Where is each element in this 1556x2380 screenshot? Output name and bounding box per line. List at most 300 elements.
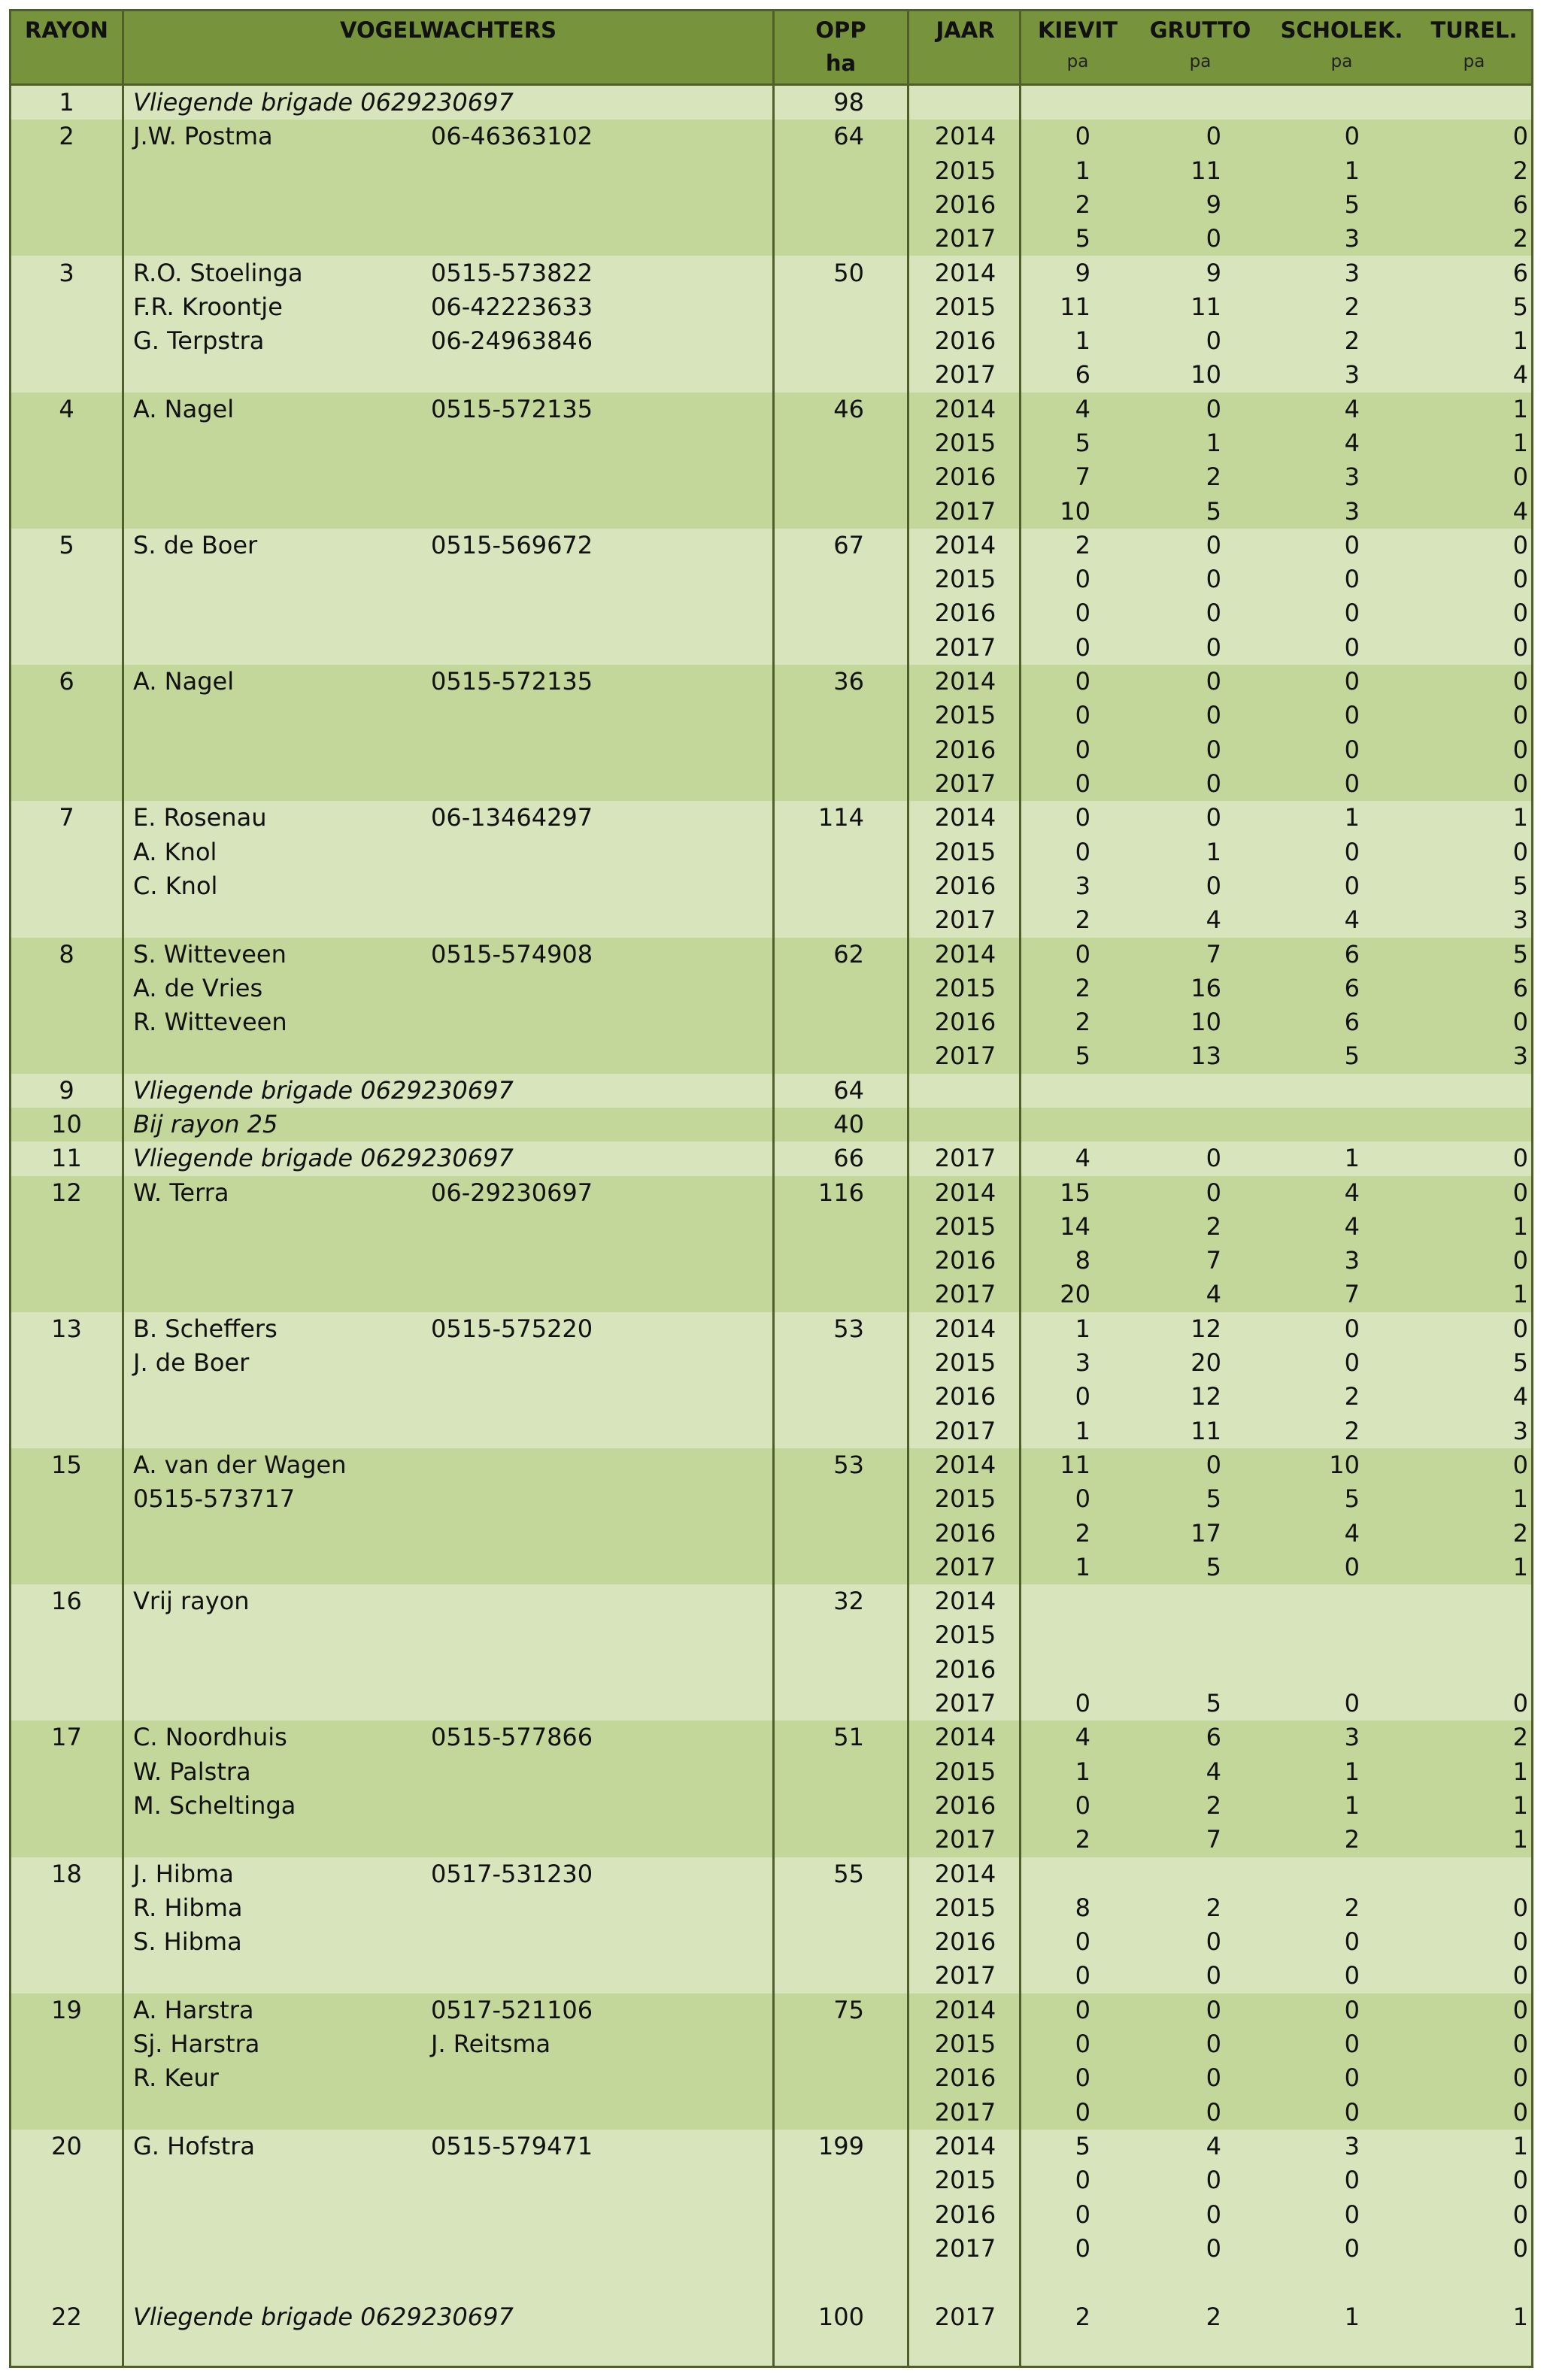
grutto-count: 0 xyxy=(1206,769,1221,798)
header-kievit-unit: pa xyxy=(1066,52,1089,71)
kievit-count: 10 xyxy=(1060,496,1090,526)
kievit-count: 0 xyxy=(1075,2097,1090,2127)
kievit-count: 15 xyxy=(1060,1178,1090,1207)
rayon-number: 16 xyxy=(51,1587,82,1616)
scholek-count: 0 xyxy=(1344,2200,1360,2229)
rayon-number: 11 xyxy=(51,1144,82,1173)
year-cell: 2014 xyxy=(934,1859,996,1888)
vogelwachter-phone: J. Reitsma xyxy=(431,2030,551,2059)
vogelwachter-phone: 06-13464297 xyxy=(431,803,593,832)
rayon-group xyxy=(11,1108,1531,1141)
kievit-count: 20 xyxy=(1060,1280,1090,1309)
grutto-count: 0 xyxy=(1206,2200,1221,2229)
year-cell: 2017 xyxy=(934,2233,996,2263)
kievit-count: 7 xyxy=(1075,462,1090,492)
vogelwachter-name: W. Palstra xyxy=(133,1757,251,1786)
opp-ha: 46 xyxy=(833,394,864,423)
rayon-number: 18 xyxy=(51,1859,82,1888)
scholek-count: 0 xyxy=(1344,122,1360,151)
year-cell: 2017 xyxy=(934,1416,996,1445)
turel-count: 0 xyxy=(1512,599,1528,628)
year-cell: 2016 xyxy=(934,189,996,219)
scholek-count: 4 xyxy=(1344,428,1360,457)
opp-ha: 64 xyxy=(833,122,864,151)
rayon-group xyxy=(11,665,1531,801)
rayon-group xyxy=(11,256,1531,393)
header-turel-unit: pa xyxy=(1463,52,1485,71)
header-vogelwachters: VOGELWACHTERS xyxy=(340,17,557,43)
rayon-number: 17 xyxy=(51,1723,82,1752)
turel-count: 1 xyxy=(1512,2302,1528,2331)
grutto-count: 17 xyxy=(1191,1518,1221,1548)
kievit-count: 5 xyxy=(1075,2132,1090,2160)
year-cell: 2014 xyxy=(934,258,996,287)
kievit-count: 6 xyxy=(1075,360,1090,390)
turel-count: 4 xyxy=(1512,1382,1528,1411)
header-scholek-unit: pa xyxy=(1330,52,1353,71)
turel-count: 6 xyxy=(1512,258,1528,287)
year-cell: 2014 xyxy=(934,939,996,969)
turel-count: 0 xyxy=(1512,632,1528,662)
year-cell: 2016 xyxy=(934,1518,996,1548)
turel-count: 0 xyxy=(1512,1995,1528,2024)
turel-count: 0 xyxy=(1512,530,1528,559)
grutto-count: 0 xyxy=(1206,1451,1221,1479)
vogelwachter-name: R. Hibma xyxy=(133,1893,243,1922)
kievit-count: 0 xyxy=(1075,701,1090,730)
grutto-count: 4 xyxy=(1206,1280,1221,1309)
turel-count: 1 xyxy=(1512,803,1528,832)
header-grutto: GRUTTO xyxy=(1149,17,1251,43)
kievit-count: 2 xyxy=(1075,1825,1090,1854)
year-cell: 2014 xyxy=(934,122,996,151)
grutto-count: 7 xyxy=(1206,939,1221,969)
scholek-count: 3 xyxy=(1344,462,1360,492)
vogelwachter-name: A. van der Wagen xyxy=(133,1451,347,1479)
year-cell: 2015 xyxy=(934,1348,996,1378)
kievit-count: 5 xyxy=(1075,224,1090,253)
grutto-count: 1 xyxy=(1206,428,1221,457)
grutto-count: 11 xyxy=(1191,292,1221,321)
kievit-count: 2 xyxy=(1075,189,1090,219)
kievit-count: 0 xyxy=(1075,2030,1090,2059)
kievit-count: 2 xyxy=(1075,1518,1090,1548)
scholek-count: 0 xyxy=(1344,871,1360,900)
rayon-group xyxy=(11,2300,1531,2334)
turel-count: 5 xyxy=(1512,1348,1528,1378)
kievit-count: 2 xyxy=(1075,973,1090,1002)
grutto-count: 9 xyxy=(1206,189,1221,219)
grutto-count: 0 xyxy=(1206,1144,1221,1173)
vogelwachter-name: R. Keur xyxy=(133,2063,219,2093)
year-cell: 2017 xyxy=(934,905,996,935)
vogelwachter-phone: 06-42223633 xyxy=(431,292,593,321)
header-opp-unit: ha xyxy=(825,50,857,76)
grutto-count: 0 xyxy=(1206,530,1221,559)
kievit-count: 0 xyxy=(1075,1961,1090,1990)
scholek-count: 3 xyxy=(1344,496,1360,526)
year-cell: 2014 xyxy=(934,394,996,423)
kievit-count: 3 xyxy=(1075,1348,1090,1378)
rayon-number: 6 xyxy=(59,667,74,696)
turel-count: 0 xyxy=(1512,462,1528,492)
turel-count: 2 xyxy=(1512,156,1528,185)
scholek-count: 3 xyxy=(1344,1723,1360,1752)
grutto-count: 0 xyxy=(1206,2166,1221,2195)
rayon-group xyxy=(11,1993,1531,2130)
grutto-count: 6 xyxy=(1206,1723,1221,1752)
vogelwachter-name: E. Rosenau xyxy=(133,803,267,832)
turel-count: 1 xyxy=(1512,428,1528,457)
year-cell: 2016 xyxy=(934,1382,996,1411)
header-kievit: KIEVIT xyxy=(1037,17,1118,43)
year-cell: 2015 xyxy=(934,156,996,185)
rayon-group xyxy=(11,120,1531,256)
rayon-number: 4 xyxy=(59,394,74,423)
grutto-count: 0 xyxy=(1206,2233,1221,2263)
kievit-count: 0 xyxy=(1075,837,1090,866)
turel-count: 0 xyxy=(1512,2030,1528,2059)
grutto-count: 16 xyxy=(1191,973,1221,1002)
turel-count: 0 xyxy=(1512,2200,1528,2229)
grutto-count: 0 xyxy=(1206,2097,1221,2127)
vogelwachter-name: J. Hibma xyxy=(133,1859,234,1888)
vogelwachter-name: M. Scheltinga xyxy=(133,1790,296,1820)
vogelwachter-phone: 0515-575220 xyxy=(431,1314,593,1343)
scholek-count: 3 xyxy=(1344,258,1360,287)
scholek-count: 2 xyxy=(1344,1825,1360,1854)
vogelwachter-name: W. Terra xyxy=(133,1178,229,1207)
year-cell: 2015 xyxy=(934,1484,996,1514)
rayon-number: 7 xyxy=(59,803,74,832)
grutto-count: 0 xyxy=(1206,1961,1221,1990)
opp-ha: 114 xyxy=(817,803,864,832)
opp-ha: 53 xyxy=(833,1451,864,1479)
turel-count: 1 xyxy=(1512,1280,1528,1309)
rayon-group xyxy=(11,1857,1531,1993)
kievit-count: 0 xyxy=(1075,599,1090,628)
rayon-number: 15 xyxy=(51,1451,82,1479)
year-cell: 2014 xyxy=(934,1314,996,1343)
scholek-count: 0 xyxy=(1344,530,1360,559)
vogelwachter-name: J. de Boer xyxy=(133,1348,250,1378)
grutto-count: 2 xyxy=(1206,1790,1221,1820)
vogelwachter-phone: 06-24963846 xyxy=(431,326,593,356)
header-turel: TUREL. xyxy=(1430,17,1518,43)
opp-ha: 32 xyxy=(833,1587,864,1616)
year-cell: 2016 xyxy=(934,1008,996,1037)
vogelwachter-name: Bij rayon 25 xyxy=(133,1110,278,1138)
turel-count: 0 xyxy=(1512,1314,1528,1343)
rayon-number: 12 xyxy=(51,1178,82,1207)
scholek-count: 7 xyxy=(1344,1280,1360,1309)
vogelwachter-name: Sj. Harstra xyxy=(133,2030,260,2059)
rayon-group xyxy=(11,1584,1531,1721)
kievit-count: 0 xyxy=(1075,632,1090,662)
opp-ha: 199 xyxy=(817,2132,864,2160)
grutto-count: 0 xyxy=(1206,599,1221,628)
year-cell: 2014 xyxy=(934,2132,996,2160)
rayon-number: 2 xyxy=(59,122,74,151)
turel-count: 3 xyxy=(1512,1041,1528,1071)
grutto-count: 0 xyxy=(1206,394,1221,423)
kievit-count: 2 xyxy=(1075,905,1090,935)
year-cell: 2017 xyxy=(934,1280,996,1309)
turel-count: 0 xyxy=(1512,565,1528,594)
kievit-count: 0 xyxy=(1075,1927,1090,1957)
scholek-count: 0 xyxy=(1344,701,1360,730)
kievit-count: 0 xyxy=(1075,122,1090,151)
turel-count: 2 xyxy=(1512,1723,1528,1752)
rayon-group xyxy=(11,1448,1531,1584)
grutto-count: 0 xyxy=(1206,871,1221,900)
rayon-number: 22 xyxy=(51,2302,82,2331)
year-cell: 2016 xyxy=(934,2200,996,2229)
opp-ha: 116 xyxy=(817,1178,864,1207)
scholek-count: 0 xyxy=(1344,1995,1360,2024)
opp-ha: 64 xyxy=(833,1075,864,1105)
opp-ha: 98 xyxy=(833,88,864,117)
turel-count: 1 xyxy=(1512,1790,1528,1820)
kievit-count: 8 xyxy=(1075,1246,1090,1275)
kievit-count: 0 xyxy=(1075,769,1090,798)
scholek-count: 5 xyxy=(1344,1041,1360,1071)
vogelwachter-name: S. de Boer xyxy=(133,530,258,559)
grutto-count: 4 xyxy=(1206,2132,1221,2160)
scholek-count: 5 xyxy=(1344,1484,1360,1514)
scholek-count: 0 xyxy=(1344,769,1360,798)
grutto-count: 1 xyxy=(1206,837,1221,866)
grutto-count: 0 xyxy=(1206,565,1221,594)
kievit-count: 11 xyxy=(1060,292,1090,321)
turel-count: 0 xyxy=(1512,1893,1528,1922)
scholek-count: 0 xyxy=(1344,2166,1360,2195)
vogelwachter-name: Vliegende brigade 0629230697 xyxy=(133,1144,514,1173)
scholek-count: 0 xyxy=(1344,667,1360,696)
turel-count: 6 xyxy=(1512,973,1528,1002)
turel-count: 1 xyxy=(1512,1211,1528,1241)
year-cell: 2017 xyxy=(934,632,996,662)
grutto-count: 0 xyxy=(1206,2063,1221,2093)
scholek-count: 3 xyxy=(1344,2132,1360,2160)
kievit-count: 0 xyxy=(1075,1484,1090,1514)
scholek-count: 1 xyxy=(1344,156,1360,185)
year-cell: 2017 xyxy=(934,2302,996,2331)
rayon-number: 20 xyxy=(51,2132,82,2160)
scholek-count: 0 xyxy=(1344,632,1360,662)
opp-ha: 75 xyxy=(833,1995,864,2024)
rayon-number: 5 xyxy=(59,530,74,559)
scholek-count: 1 xyxy=(1344,2302,1360,2331)
grutto-count: 0 xyxy=(1206,1927,1221,1957)
column-divider xyxy=(772,11,775,2366)
vogelwachter-phone: 0515-574908 xyxy=(431,939,593,969)
year-cell: 2017 xyxy=(934,2097,996,2127)
turel-count: 0 xyxy=(1512,667,1528,696)
kievit-count: 0 xyxy=(1075,1382,1090,1411)
kievit-count: 0 xyxy=(1075,939,1090,969)
turel-count: 4 xyxy=(1512,496,1528,526)
year-cell: 2016 xyxy=(934,1927,996,1957)
grutto-count: 5 xyxy=(1206,1552,1221,1581)
year-cell: 2017 xyxy=(934,360,996,390)
year-cell: 2015 xyxy=(934,1211,996,1241)
year-cell: 2016 xyxy=(934,462,996,492)
opp-ha: 100 xyxy=(817,2302,864,2331)
scholek-count: 0 xyxy=(1344,599,1360,628)
scholek-count: 1 xyxy=(1344,1757,1360,1786)
turel-count: 5 xyxy=(1512,292,1528,321)
rayon-group xyxy=(11,2130,1531,2266)
rayon-number: 9 xyxy=(59,1075,74,1105)
column-divider xyxy=(907,11,909,2366)
scholek-count: 0 xyxy=(1344,2063,1360,2093)
grutto-count: 13 xyxy=(1191,1041,1221,1071)
grutto-count: 0 xyxy=(1206,1178,1221,1207)
kievit-count: 0 xyxy=(1075,2063,1090,2093)
year-cell: 2014 xyxy=(934,1451,996,1479)
vogelwachter-phone: 0515-572135 xyxy=(431,667,593,696)
turel-count: 0 xyxy=(1512,769,1528,798)
rayon-group xyxy=(11,86,1531,120)
kievit-count: 0 xyxy=(1075,2166,1090,2195)
year-cell: 2017 xyxy=(934,1552,996,1581)
scholek-count: 2 xyxy=(1344,292,1360,321)
rayon-group xyxy=(11,393,1531,529)
kievit-count: 3 xyxy=(1075,871,1090,900)
column-divider xyxy=(122,11,124,2366)
opp-ha: 50 xyxy=(833,258,864,287)
column-divider xyxy=(1019,11,1021,2366)
kievit-count: 9 xyxy=(1075,258,1090,287)
grutto-count: 0 xyxy=(1206,326,1221,356)
year-cell: 2016 xyxy=(934,1246,996,1275)
scholek-count: 0 xyxy=(1344,2233,1360,2263)
scholek-count: 0 xyxy=(1344,1348,1360,1378)
year-cell: 2015 xyxy=(934,837,996,866)
vogelwachter-name: A. Nagel xyxy=(133,667,235,696)
opp-ha: 67 xyxy=(833,530,864,559)
turel-count: 0 xyxy=(1512,1927,1528,1957)
scholek-count: 6 xyxy=(1344,939,1360,969)
vogelwachter-name: F.R. Kroontje xyxy=(133,292,283,321)
year-cell: 2014 xyxy=(934,530,996,559)
year-cell: 2014 xyxy=(934,1178,996,1207)
year-cell: 2015 xyxy=(934,1621,996,1650)
grutto-count: 2 xyxy=(1206,2302,1221,2331)
kievit-count: 0 xyxy=(1075,1995,1090,2024)
year-cell: 2017 xyxy=(934,496,996,526)
scholek-count: 0 xyxy=(1344,2030,1360,2059)
kievit-count: 1 xyxy=(1075,1552,1090,1581)
bird-count-table xyxy=(9,9,1533,2368)
vogelwachter-phone: 0517-521106 xyxy=(431,1995,593,2024)
rayon-group xyxy=(11,938,1531,1074)
kievit-count: 1 xyxy=(1075,156,1090,185)
grutto-count: 2 xyxy=(1206,462,1221,492)
table-header xyxy=(11,11,1531,86)
turel-count: 0 xyxy=(1512,2097,1528,2127)
year-cell: 2015 xyxy=(934,1893,996,1922)
vogelwachter-name: C. Noordhuis xyxy=(133,1723,287,1752)
vogelwachter-name: G. Hofstra xyxy=(133,2132,256,2160)
turel-count: 5 xyxy=(1512,871,1528,900)
turel-count: 0 xyxy=(1512,735,1528,764)
vogelwachter-name: Vliegende brigade 0629230697 xyxy=(133,2302,514,2331)
turel-count: 0 xyxy=(1512,1008,1528,1037)
grutto-count: 0 xyxy=(1206,2030,1221,2059)
vogelwachter-phone: 06-29230697 xyxy=(431,1178,593,1207)
scholek-count: 0 xyxy=(1344,735,1360,764)
turel-count: 0 xyxy=(1512,837,1528,866)
scholek-count: 6 xyxy=(1344,973,1360,1002)
scholek-count: 4 xyxy=(1344,394,1360,423)
scholek-count: 0 xyxy=(1344,837,1360,866)
grutto-count: 12 xyxy=(1191,1382,1221,1411)
year-cell: 2017 xyxy=(934,1689,996,1718)
scholek-count: 3 xyxy=(1344,360,1360,390)
vogelwachter-name: B. Scheffers xyxy=(133,1314,278,1343)
grutto-count: 10 xyxy=(1191,1008,1221,1037)
grutto-count: 7 xyxy=(1206,1825,1221,1854)
kievit-count: 8 xyxy=(1075,1893,1090,1922)
scholek-count: 2 xyxy=(1344,326,1360,356)
rayon-number: 1 xyxy=(59,88,74,117)
scholek-count: 1 xyxy=(1344,803,1360,832)
opp-ha: 66 xyxy=(833,1144,864,1173)
rayon-group xyxy=(11,1176,1531,1312)
rayon-group xyxy=(11,1721,1531,1857)
year-cell: 2016 xyxy=(934,871,996,900)
scholek-count: 2 xyxy=(1344,1382,1360,1411)
vogelwachter-phone: 0515-577866 xyxy=(431,1723,593,1752)
kievit-count: 0 xyxy=(1075,2233,1090,2263)
vogelwachter-name: S. Hibma xyxy=(133,1927,242,1957)
turel-count: 0 xyxy=(1512,122,1528,151)
scholek-count: 1 xyxy=(1344,1790,1360,1820)
year-cell: 2015 xyxy=(934,428,996,457)
grutto-count: 5 xyxy=(1206,496,1221,526)
year-cell: 2015 xyxy=(934,2030,996,2059)
kievit-count: 0 xyxy=(1075,1790,1090,1820)
scholek-count: 2 xyxy=(1344,1893,1360,1922)
kievit-count: 4 xyxy=(1075,1144,1090,1173)
rayon-number: 8 xyxy=(59,939,74,969)
kievit-count: 0 xyxy=(1075,803,1090,832)
turel-count: 0 xyxy=(1512,1961,1528,1990)
vogelwachter-name: Vrij rayon xyxy=(133,1587,250,1616)
turel-count: 6 xyxy=(1512,189,1528,219)
scholek-count: 6 xyxy=(1344,1008,1360,1037)
scholek-count: 2 xyxy=(1344,1416,1360,1445)
grutto-count: 10 xyxy=(1191,360,1221,390)
grutto-count: 11 xyxy=(1191,1416,1221,1445)
header-jaar: JAAR xyxy=(936,17,995,43)
scholek-count: 1 xyxy=(1344,1144,1360,1173)
year-cell: 2016 xyxy=(934,2063,996,2093)
turel-count: 0 xyxy=(1512,1451,1528,1479)
turel-count: 1 xyxy=(1512,394,1528,423)
vogelwachter-name: R.O. Stoelinga xyxy=(133,258,303,287)
year-cell: 2017 xyxy=(934,1825,996,1854)
year-cell: 2014 xyxy=(934,1723,996,1752)
vogelwachter-name: S. Witteveen xyxy=(133,939,287,969)
opp-ha: 36 xyxy=(833,667,864,696)
year-cell: 2017 xyxy=(934,1961,996,1990)
year-cell: 2017 xyxy=(934,1144,996,1173)
vogelwachter-phone: 0517-531230 xyxy=(431,1859,593,1888)
scholek-count: 4 xyxy=(1344,1178,1360,1207)
